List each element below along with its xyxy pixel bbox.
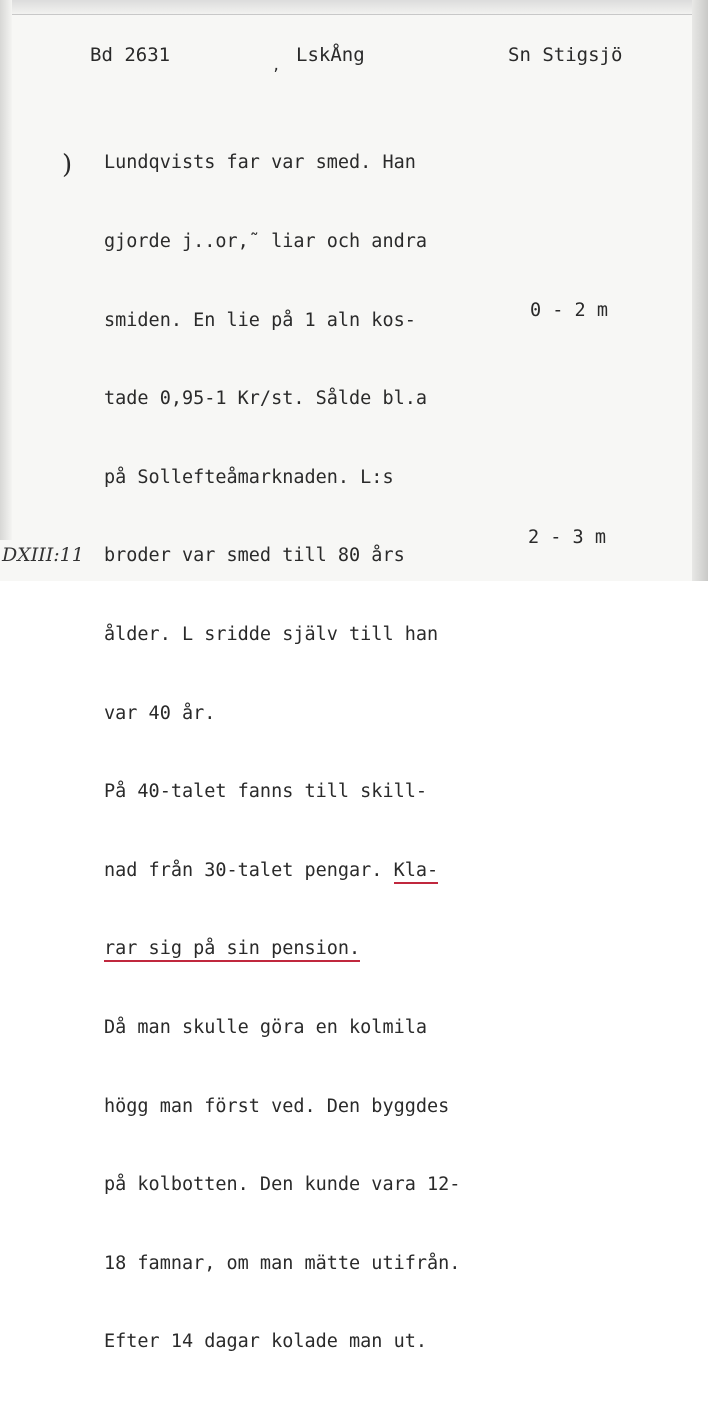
text-line: Efter 14 dagar kolade man ut. — [104, 1331, 428, 1353]
stray-mark: , — [272, 58, 281, 74]
record-id: Bd 2631 — [90, 44, 171, 66]
margin-bracket: ) — [62, 150, 73, 180]
text-line — [104, 858, 460, 884]
record-code: LskÅng — [296, 44, 365, 66]
text-line: tade 0,95-1 Kr/st. Sålde bl.a — [104, 388, 428, 410]
text-line: Då man skulle göra en kolmila — [104, 1016, 428, 1038]
text-line: högg man först ved. Den byggdes — [104, 1095, 450, 1117]
text-line: broder var smed till 80 års — [104, 545, 405, 567]
text-line: På 40-talet fanns till skill- — [104, 781, 428, 803]
text-line: smiden. En lie på 1 aln kos- — [104, 309, 416, 331]
underlined-text: rar sig på sin pension. — [104, 938, 360, 962]
archive-signature: DXIII:11 — [2, 544, 84, 566]
underlined-text: Kla- — [394, 860, 439, 884]
card-left-edge — [0, 0, 12, 540]
range-marker-first: 0 - 2 m — [530, 300, 608, 321]
typed-text — [104, 98, 460, 1408]
text-line: ålder. L sridde själv till han — [104, 623, 439, 645]
text-line: Lundqvists far var smed. Han — [104, 152, 416, 174]
text-line: gjorde j..or,˜ liar och andra — [104, 231, 428, 252]
card-right-edge — [692, 0, 708, 581]
text-line: var 40 år. — [104, 702, 216, 724]
card-top-edge — [0, 0, 708, 15]
text-segment: nad från 30-talet pengar. — [104, 859, 394, 881]
text-line: på kolbotten. Den kunde vara 12- — [104, 1174, 461, 1196]
parish-name: Sn Stigsjö — [508, 44, 623, 66]
text-line — [104, 936, 460, 962]
text-line: på Sollefteåmarknaden. L:s — [104, 466, 394, 488]
text-line: 18 famnar, om man mätte utifrån. — [104, 1252, 461, 1274]
range-marker-second: 2 - 3 m — [528, 527, 606, 548]
